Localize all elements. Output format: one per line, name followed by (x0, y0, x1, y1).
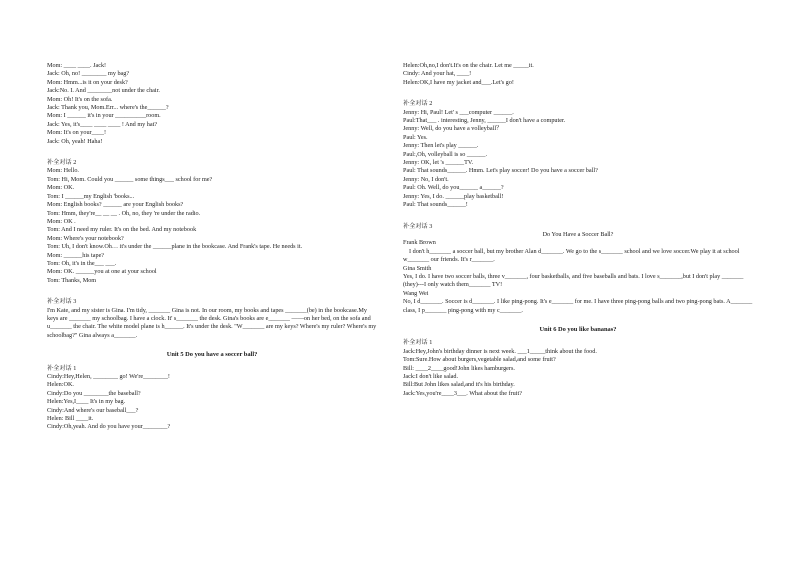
dialogue-line: Tom: Oh, it's in the___ ___. (47, 259, 117, 267)
dialogue-line: Jack:Yes,you're____3___. What about the fruit? (403, 389, 522, 397)
section-heading: 补全对话 3 (403, 222, 433, 230)
dialogue-line: Bill:But John likes salad,and it's his birthday. (403, 381, 515, 389)
dialogue-line: Helen:OK,I have my jacket and___.Let's go! (403, 78, 514, 86)
speaker-name: Gina Smith (403, 264, 432, 272)
dialogue-line: Jack:No. I. And ________not under the chair. (47, 87, 160, 95)
section-heading: 补全对话 1 (403, 339, 433, 347)
dialogue-line: Jack: Yes, it's____ ____ ____ ! And my hat? (47, 120, 158, 128)
dialogue-line: Jack:I don't like salad. (403, 373, 459, 380)
dialogue-line: Helen:OK. (47, 381, 74, 389)
dialogue-line: Helen:Yes,I____ It's in my bag. (47, 398, 126, 406)
dialogue-line: Mom: ______his tape? (47, 251, 105, 259)
dialogue-line: Bill: ____2____good!John likes hamburgers. (403, 364, 515, 372)
dialogue-line: Jack:Hey,John's birthday dinner is next week. ___1_____think about the food. (403, 347, 597, 355)
dialogue-line: Mom: Hello. (47, 167, 79, 175)
dialogue-line: Cindy:Hey,Helen, ________ go! We're________! (47, 373, 170, 380)
dialogue-line: Paul: That sounds______! (403, 201, 468, 209)
dialogue-line: Cindy:Oh,yeah. And do you have your________? (47, 423, 171, 431)
dialogue-line: Cindy: And your hat, ____! (403, 70, 472, 78)
dialogue-line: Mom: ____ ____. Jack! (47, 62, 107, 69)
dialogue-line: Jenny: Then let's play ______. (403, 142, 479, 150)
speaker-name: Wang Wei (403, 289, 429, 297)
passage-title: Do You Have a Soccer Ball? (542, 230, 614, 238)
dialogue-line: Jenny: Hi, Paul! Let' s ___computer ______. (403, 108, 514, 116)
dialogue-line: Helen: Bill ____it. (47, 415, 94, 423)
dialogue-line: Paul:That___ . interesting, Jenny, ______I don't have a computer. (403, 117, 566, 125)
dialogue-line: Mom: OK. ______you at one at your school (47, 268, 157, 276)
dialogue-line: Tom: Uh, I don't know.Oh… it's under the ______plane in the bookcase. And Frank's tape. He needs it. (47, 243, 303, 251)
passage-paragraph: No, I d_______. Soccer is d_______. I like ping-pong. It's e_______ for me. I have three ping-pong balls and two ping-pong bats. A_______ class, I p_______ ping-pong with my c_______. (403, 298, 753, 314)
dialogue-line: Jack: Thank you, Mom.Err... where's the______? (47, 104, 169, 112)
section-heading: 补全对话 2 (47, 159, 77, 167)
dialogue-line: Jack: Oh, no! ________ my bag? (47, 70, 130, 78)
dialogue-line: Tom: Thanks, Mom (47, 276, 97, 284)
dialogue-cindy-helen (47, 373, 377, 432)
dialogue-line: Mom: Oh! It's on the sofa. (47, 95, 113, 103)
dialogue-line: Cindy:And where's our baseball___? (47, 406, 139, 414)
dialogue-line: Mom: OK. (47, 184, 75, 192)
dialogue-line: Tom: And I need my ruler. It's on the bed. And my notebook (47, 226, 197, 234)
left-column (47, 62, 377, 432)
dialogue-line: Cindy:Do you ________the baseball? (47, 389, 141, 397)
dialogue-line: Jenny: No, I don't. (403, 175, 449, 183)
section-heading: 补全对话 2 (403, 100, 433, 108)
dialogue-line: Paul: That sounds______. Hmm. Let's play soccer! Do you have a soccer ball? (403, 167, 598, 175)
passage-soccer-ball (403, 239, 753, 315)
dialogue-line: Helen:Oh,no,I don't.It's on the chair. Let me _____it. (403, 62, 534, 69)
dialogue-line: Tom: I ______my English 'books... (47, 192, 135, 200)
dialogue-line: Tom:Sure.How about burgers,vegetable salad,and some fruit? (403, 356, 556, 364)
dialogue-line: Mom: Where's your notebook? (47, 234, 124, 242)
dialogue-line: Paul: Oh. Well, do you______ a______? (403, 184, 504, 192)
dialogue-line: Mom: Hmm...is it on your desk? (47, 78, 128, 86)
dialogue-line: Tom: Hi, Mom. Could you ______ some things___ school for me? (47, 175, 213, 183)
speaker-name: Frank Brown (403, 239, 436, 247)
dialogue-helen-cindy-cont (403, 62, 753, 87)
dialogue-line: Mom: It's on your____! (47, 129, 107, 137)
dialogue-jack-tom-bill (403, 348, 753, 398)
dialogue-tom-mom (47, 167, 377, 285)
dialogue-jack-mom (47, 62, 377, 146)
unit-title: Unit 6 Do you like bananas? (539, 325, 617, 333)
dialogue-line: Jenny: OK, let 's ______TV. (403, 159, 474, 167)
dialogue-line: Mom: I ______ it's in your __________room. (47, 112, 161, 120)
dialogue-line: Mom: OK . (47, 217, 76, 225)
dialogue-line: Jenny: Yes, I do. ______play basketball! (403, 192, 504, 200)
section-heading: 补全对话 3 (47, 298, 77, 306)
dialogue-jenny-paul (403, 109, 753, 210)
dialogue-line: Jenny: Well, do you have a volleyball？ (403, 125, 503, 133)
unit-title: Unit 5 Do you have a soccer ball? (166, 351, 258, 359)
dialogue-line: Paul:,Oh, volleyball is so ______. (403, 150, 488, 158)
dialogue-line: Mom: English books? ______ are your English books? (47, 201, 184, 209)
dialogue-line: Paul: Yes. (403, 133, 428, 141)
section-heading: 补全对话 1 (47, 364, 77, 372)
passage-paragraph: Yes, I do. I have two soccer balls, three v_______, four basketballs, and five baseballs and bats. I love s_______,but I don't play _______ (they)---I only watch them_______ TV! (403, 272, 744, 289)
passage-paragraph: I don't h_______ a soccer ball, but my brother Alan d_______. We go to the s_______ school and we love soccer.We play it at school w_______ our friends. It's r_______. (403, 247, 740, 264)
right-column (403, 62, 753, 398)
dialogue-line: Jack: Oh, yeah! Haha! (47, 137, 103, 145)
dialogue-line: Tom: Hmm, they're__ __ __ . Oh, no, they 're under the radio. (47, 209, 201, 217)
passage-paragraph: I'm Kate, and my sister is Gina. I'm tidy, _______ Gina is not. In our room, my books and tapes _______(be) in the bookcase.My keys are _______ my schoolbag. I have a clock. It' s_______ the desk. Gina's books are e_______ ——on her bed, on the sofa and u_______ the chair. The white model plane is h______. It's under the desk. "W_______ are my keys? Where's my ruler? Where's my schoolbag?" Gina always a_______. (47, 306, 377, 339)
